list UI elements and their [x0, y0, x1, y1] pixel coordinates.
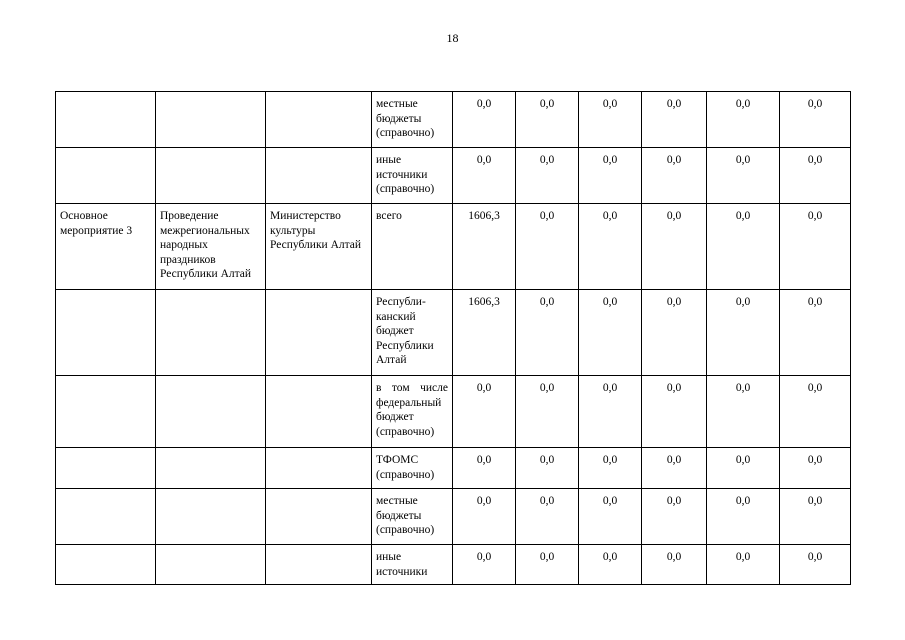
value-cell: 0,0	[642, 290, 707, 376]
value-cell: 0,0	[579, 489, 642, 545]
executor-cell: Министерство культуры Республики Алтай	[266, 204, 372, 290]
value-cell: 0,0	[642, 204, 707, 290]
table-row	[56, 148, 851, 204]
activity-name-cell	[156, 489, 266, 545]
activity-cell: Основное мероприятие 3	[56, 204, 156, 290]
value-cell: 0,0	[707, 489, 780, 545]
executor-cell	[266, 376, 372, 448]
value-cell: 0,0	[516, 92, 579, 148]
table-row	[56, 92, 851, 148]
value-cell: 0,0	[780, 290, 851, 376]
value-cell: 0,0	[707, 448, 780, 489]
page-number: 18	[446, 31, 459, 45]
value-cell: 0,0	[780, 489, 851, 545]
value-cell: 0,0	[707, 204, 780, 290]
executor-cell	[266, 92, 372, 148]
value-cell: 0,0	[642, 148, 707, 204]
funding-source-cell: ТФОМС (справочно)	[372, 448, 453, 489]
value-cell: 0,0	[642, 489, 707, 545]
value-cell: 0,0	[516, 148, 579, 204]
value-cell: 0,0	[780, 148, 851, 204]
value-cell: 0,0	[642, 545, 707, 585]
value-cell: 0,0	[579, 448, 642, 489]
value-cell: 0,0	[579, 148, 642, 204]
activity-name-cell	[156, 448, 266, 489]
value-cell: 0,0	[453, 545, 516, 585]
value-cell: 0,0	[642, 448, 707, 489]
value-cell: 0,0	[516, 290, 579, 376]
executor-cell	[266, 489, 372, 545]
value-cell: 0,0	[579, 545, 642, 585]
value-cell: 0,0	[516, 204, 579, 290]
funding-source-cell: Республи-канский бюджет Республики Алтай	[372, 290, 453, 376]
funding-source-cell: в том числе федеральный бюджет (справочно)	[372, 376, 453, 448]
value-cell: 0,0	[579, 204, 642, 290]
activity-name-cell	[156, 376, 266, 448]
value-cell: 0,0	[780, 376, 851, 448]
value-cell: 1606,3	[453, 290, 516, 376]
value-cell: 0,0	[453, 489, 516, 545]
table-row	[56, 376, 851, 448]
value-cell: 0,0	[579, 376, 642, 448]
funding-source-cell: иные источники (справочно)	[372, 148, 453, 204]
activity-name-cell	[156, 92, 266, 148]
value-cell: 0,0	[780, 204, 851, 290]
value-cell: 0,0	[579, 290, 642, 376]
table-row	[56, 545, 851, 585]
activity-name-cell	[156, 148, 266, 204]
activity-cell	[56, 376, 156, 448]
value-cell: 0,0	[707, 290, 780, 376]
value-cell: 0,0	[780, 448, 851, 489]
executor-cell	[266, 148, 372, 204]
activity-cell	[56, 448, 156, 489]
executor-cell	[266, 290, 372, 376]
value-cell: 0,0	[453, 448, 516, 489]
activity-name-cell	[156, 545, 266, 585]
executor-cell	[266, 448, 372, 489]
executor-cell	[266, 545, 372, 585]
value-cell: 0,0	[516, 376, 579, 448]
activity-cell	[56, 92, 156, 148]
value-cell: 0,0	[516, 448, 579, 489]
activity-name-cell: Проведение межрегиональных народных праздников Республики Алтай	[156, 204, 266, 290]
value-cell: 0,0	[516, 545, 579, 585]
funding-source-cell: местные бюджеты (справочно)	[372, 489, 453, 545]
activity-name-cell	[156, 290, 266, 376]
table-row	[56, 290, 851, 376]
value-cell: 0,0	[707, 92, 780, 148]
value-cell: 0,0	[453, 376, 516, 448]
financing-table	[55, 91, 851, 585]
value-cell: 0,0	[516, 489, 579, 545]
value-cell: 0,0	[707, 545, 780, 585]
value-cell: 0,0	[579, 92, 642, 148]
value-cell: 0,0	[780, 545, 851, 585]
funding-source-cell: местные бюджеты (справочно)	[372, 92, 453, 148]
table-row	[56, 489, 851, 545]
activity-cell	[56, 290, 156, 376]
table-row	[56, 448, 851, 489]
funding-source-cell: иные источники	[372, 545, 453, 585]
value-cell: 0,0	[780, 92, 851, 148]
activity-cell	[56, 148, 156, 204]
value-cell: 0,0	[642, 92, 707, 148]
value-cell: 0,0	[453, 92, 516, 148]
activity-cell	[56, 545, 156, 585]
funding-source-cell: всего	[372, 204, 453, 290]
value-cell: 0,0	[453, 148, 516, 204]
table-row	[56, 204, 851, 290]
value-cell: 0,0	[642, 376, 707, 448]
table-body	[56, 92, 851, 585]
activity-cell	[56, 489, 156, 545]
value-cell: 0,0	[707, 148, 780, 204]
value-cell: 1606,3	[453, 204, 516, 290]
value-cell: 0,0	[707, 376, 780, 448]
